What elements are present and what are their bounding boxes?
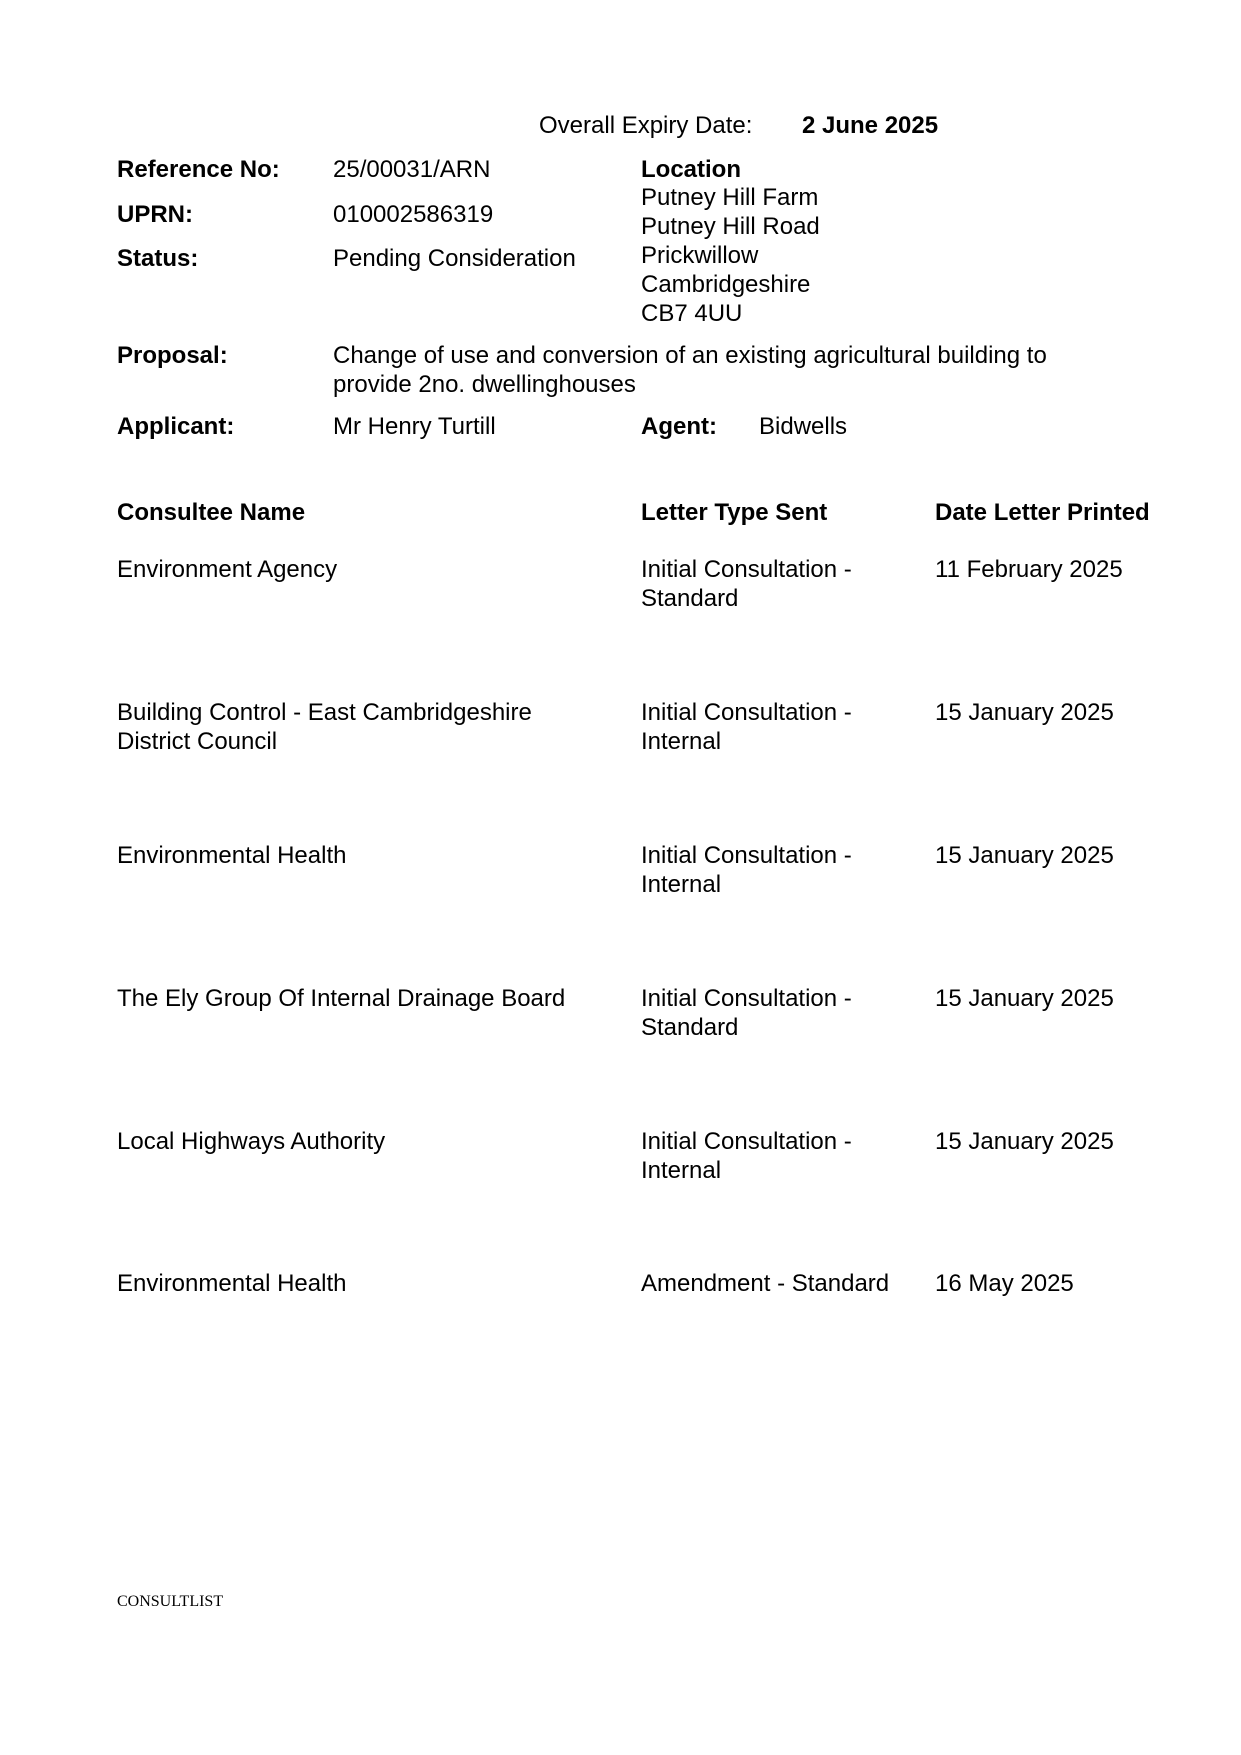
column-header-consultee-name: Consultee Name — [117, 499, 306, 526]
consultee-name-line: Local Highways Authority — [117, 1128, 386, 1155]
table-row-date: 15 January 2025 — [935, 985, 1114, 1012]
letter-type-line: Initial Consultation - — [641, 985, 852, 1012]
letter-type-line: Standard — [641, 585, 739, 612]
footer-report-code: CONSULTLIST — [117, 1593, 224, 1610]
agent-label: Agent: — [641, 413, 717, 440]
reference-label: Reference No: — [117, 156, 280, 183]
agent-value: Bidwells — [759, 413, 848, 440]
expiry-date-value: 2 June 2025 — [802, 112, 939, 139]
reference-value: 25/00031/ARN — [333, 156, 491, 183]
table-row-name — [117, 698, 532, 756]
location-line: CB7 4UU — [641, 300, 743, 327]
table-row-letter-type — [641, 555, 852, 613]
table-row-date: 11 February 2025 — [935, 556, 1123, 583]
consultee-name-line: Environment Agency — [117, 556, 338, 583]
table-row-date: 15 January 2025 — [935, 699, 1114, 726]
table-row-name — [117, 555, 337, 584]
table-row-letter-type — [641, 1269, 889, 1298]
table-row-date: 16 May 2025 — [935, 1270, 1074, 1297]
status-label: Status: — [117, 245, 199, 272]
letter-type-line: Standard — [641, 1014, 739, 1041]
location-address — [641, 183, 820, 328]
letter-type-line: Initial Consultation - — [641, 842, 852, 869]
consultee-name-line: Building Control - East Cambridgeshire — [117, 699, 532, 726]
location-line: Cambridgeshire — [641, 271, 811, 298]
letter-type-line: Internal — [641, 871, 722, 898]
table-row-letter-type — [641, 841, 852, 899]
letter-type-line: Initial Consultation - — [641, 1128, 852, 1155]
location-line: Putney Hill Farm — [641, 184, 819, 211]
column-header-letter-type: Letter Type Sent — [641, 499, 828, 526]
table-row-date: 15 January 2025 — [935, 842, 1114, 869]
status-value: Pending Consideration — [333, 245, 576, 272]
expiry-date-label: Overall Expiry Date: — [539, 112, 753, 139]
applicant-label: Applicant: — [117, 413, 235, 440]
consultee-name-line: Environmental Health — [117, 842, 347, 869]
proposal-line: provide 2no. dwellinghouses — [333, 371, 636, 398]
table-row-name — [117, 1269, 346, 1298]
column-header-date-printed: Date Letter Printed — [935, 499, 1150, 526]
proposal-line: Change of use and conversion of an existing agricultural building to — [333, 342, 1047, 369]
table-row-name — [117, 1127, 385, 1156]
letter-type-line: Initial Consultation - — [641, 699, 852, 726]
letter-type-line: Initial Consultation - — [641, 556, 852, 583]
consultee-name-line: The Ely Group Of Internal Drainage Board — [117, 985, 566, 1012]
table-row-name — [117, 984, 565, 1013]
applicant-value: Mr Henry Turtill — [333, 413, 496, 440]
location-label: Location — [641, 156, 741, 183]
table-row-letter-type — [641, 698, 852, 756]
table-row-name — [117, 841, 346, 870]
letter-type-line: Internal — [641, 1157, 722, 1184]
uprn-value: 010002586319 — [333, 201, 494, 228]
location-line: Prickwillow — [641, 242, 759, 269]
proposal-label: Proposal: — [117, 342, 228, 369]
proposal-text — [333, 341, 1047, 399]
table-row-letter-type — [641, 984, 852, 1042]
consultee-name-line: Environmental Health — [117, 1270, 347, 1297]
uprn-label: UPRN: — [117, 201, 193, 228]
letter-type-line: Internal — [641, 728, 722, 755]
table-row-letter-type — [641, 1127, 852, 1185]
letter-type-line: Amendment - Standard — [641, 1270, 890, 1297]
table-row-date: 15 January 2025 — [935, 1128, 1114, 1155]
location-line: Putney Hill Road — [641, 213, 820, 240]
consultee-name-line: District Council — [117, 728, 278, 755]
